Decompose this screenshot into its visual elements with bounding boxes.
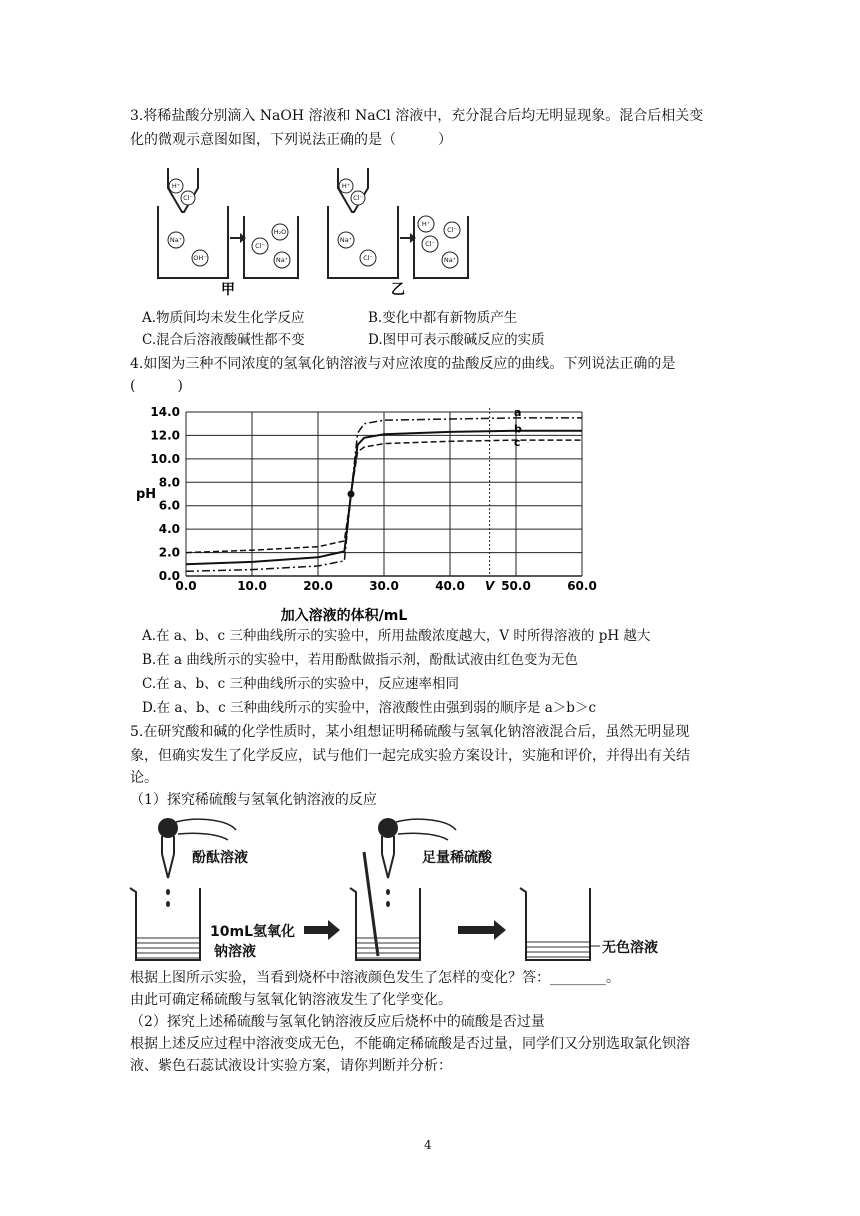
x-tick-label: 10.0	[237, 579, 267, 593]
svg-text:Cl⁻: Cl⁻	[255, 242, 265, 250]
q5-stem-line3: 论。	[130, 770, 158, 786]
label-sulfuric-acid: 足量稀硫酸	[422, 850, 492, 866]
q5-question-line: 根据上图所示实验，当看到烧杯中溶液颜色发生了怎样的变化？答：________。	[130, 970, 620, 986]
series-label-a: a	[514, 405, 522, 419]
q5-stem-line2: 象，但确实发生了化学反应，试与他们一起完成实验方案设计，实施和评价，并得出有关结	[130, 748, 690, 764]
x-tick-label: 0.0	[175, 579, 197, 593]
y-axis-label: pH	[136, 487, 157, 502]
y-tick-label: 12.0	[150, 428, 180, 443]
equivalence-point	[348, 491, 355, 498]
svg-text:OH⁻: OH⁻	[193, 254, 207, 262]
q4-option-a: A.在 a、b、c 三种曲线所示的实验中，所用盐酸浓度越大，V 时所得溶液的 pH 越大	[142, 628, 651, 644]
q5-part2-line2: 液、紫色石蕊试液设计实验方案，请你判断并分析：	[130, 1058, 452, 1074]
svg-text:H⁺: H⁺	[421, 220, 431, 228]
x-axis-label: 加入溶液的体积/mL	[280, 608, 408, 624]
svg-text:H⁺: H⁺	[171, 182, 181, 190]
q3-option-c: C.混合后溶液酸碱性都不变	[142, 332, 305, 348]
svg-text:Na⁺: Na⁺	[339, 236, 353, 244]
v-marker-label: V	[484, 579, 495, 593]
label-jia: 甲	[221, 282, 235, 298]
q3-option-b: B.变化中都有新物质产生	[368, 310, 518, 326]
q5-part1-heading: （1）探究稀硫酸与氢氧化钠溶液的反应	[130, 792, 377, 808]
q3-stem-line1: 3.将稀盐酸分别滴入 NaOH 溶液和 NaCl 溶液中，充分混合后均无明显现象。混合后相关变	[130, 108, 704, 124]
q4-option-b: B.在 a 曲线所示的实验中，若用酚酞做指示剂，酚酞试液由红色变为无色	[142, 652, 578, 668]
label-yi: 乙	[391, 282, 405, 298]
svg-text:H⁺: H⁺	[341, 182, 351, 190]
label-colorless: 无色溶液	[602, 940, 658, 956]
svg-text:Na⁺: Na⁺	[275, 256, 289, 264]
series-label-c: c	[514, 436, 521, 450]
label-naoh-line2: 钠溶液	[214, 944, 256, 960]
svg-text:Cl⁻: Cl⁻	[425, 240, 435, 248]
y-tick-label: 14.0	[150, 405, 180, 419]
beaker-1	[130, 888, 200, 960]
q5-experiment-diagram	[128, 812, 718, 972]
x-tick-label: 40.0	[435, 579, 465, 593]
q3-option-a: A.物质间均未发生化学反应	[142, 310, 305, 326]
svg-text:Cl⁻: Cl⁻	[363, 254, 373, 262]
q4-stem-line1: 4.如图为三种不同浓度的氢氧化钠溶液与对应浓度的盐酸反应的曲线。下列说法正确的是	[130, 356, 676, 372]
q5-stem-line1: 5.在研究酸和碱的化学性质时，某小组想证明稀硫酸与氢氧化钠溶液混合后，虽然无明显现	[130, 724, 690, 740]
y-tick-label: 8.0	[158, 475, 180, 490]
q4-option-c: C.在 a、b、c 三种曲线所示的实验中，反应速率相同	[142, 676, 459, 692]
q3-stem-line2: 化的微观示意图如图，下列说法正确的是（ ）	[130, 132, 452, 148]
q5-part2-line1: 根据上述反应过程中溶液变成无色，不能确定稀硫酸是否过量，同学们又分别选取氯化钡溶	[130, 1036, 690, 1052]
svg-text:Na⁺: Na⁺	[169, 236, 183, 244]
label-naoh-line1: 10mL氢氧化	[210, 924, 295, 940]
series-label-b: b	[514, 422, 522, 436]
q3-micro-diagram	[150, 168, 490, 298]
beaker-2	[350, 888, 420, 960]
svg-text:Cl⁻: Cl⁻	[353, 194, 363, 202]
q5-conclusion-line: 由此可确定稀硫酸与氢氧化钠溶液发生了化学变化。	[130, 992, 452, 1008]
q3-option-d: D.图甲可表示酸碱反应的实质	[368, 332, 545, 348]
y-tick-label: 6.0	[158, 498, 180, 513]
page-number: 4	[424, 1138, 432, 1152]
y-tick-label: 10.0	[150, 451, 180, 466]
label-phenolphthalein: 酚酞溶液	[192, 850, 248, 866]
svg-text:Na⁺: Na⁺	[443, 256, 457, 264]
q5-part2-heading: （2）探究上述稀硫酸与氢氧化钠溶液反应后烧杯中的硫酸是否过量	[130, 1014, 545, 1030]
x-tick-label: 20.0	[303, 579, 333, 593]
x-tick-label: 30.0	[369, 579, 399, 593]
beaker-3	[520, 888, 590, 960]
x-tick-label: 60.0	[567, 579, 597, 593]
ph-titration-chart	[130, 396, 600, 626]
q4-option-d: D.在 a、b、c 三种曲线所示的实验中，溶液酸性由强到弱的顺序是 a＞b＞c	[142, 700, 597, 716]
svg-text:Cl⁻: Cl⁻	[183, 194, 193, 202]
svg-text:H₂O: H₂O	[273, 228, 287, 236]
y-tick-label: 4.0	[158, 522, 180, 537]
x-tick-label: 50.0	[501, 579, 531, 593]
y-tick-label: 0.0	[158, 569, 180, 583]
y-tick-label: 2.0	[158, 545, 180, 560]
svg-text:Cl⁻: Cl⁻	[447, 226, 457, 234]
q4-stem-line2: ( )	[130, 378, 183, 394]
